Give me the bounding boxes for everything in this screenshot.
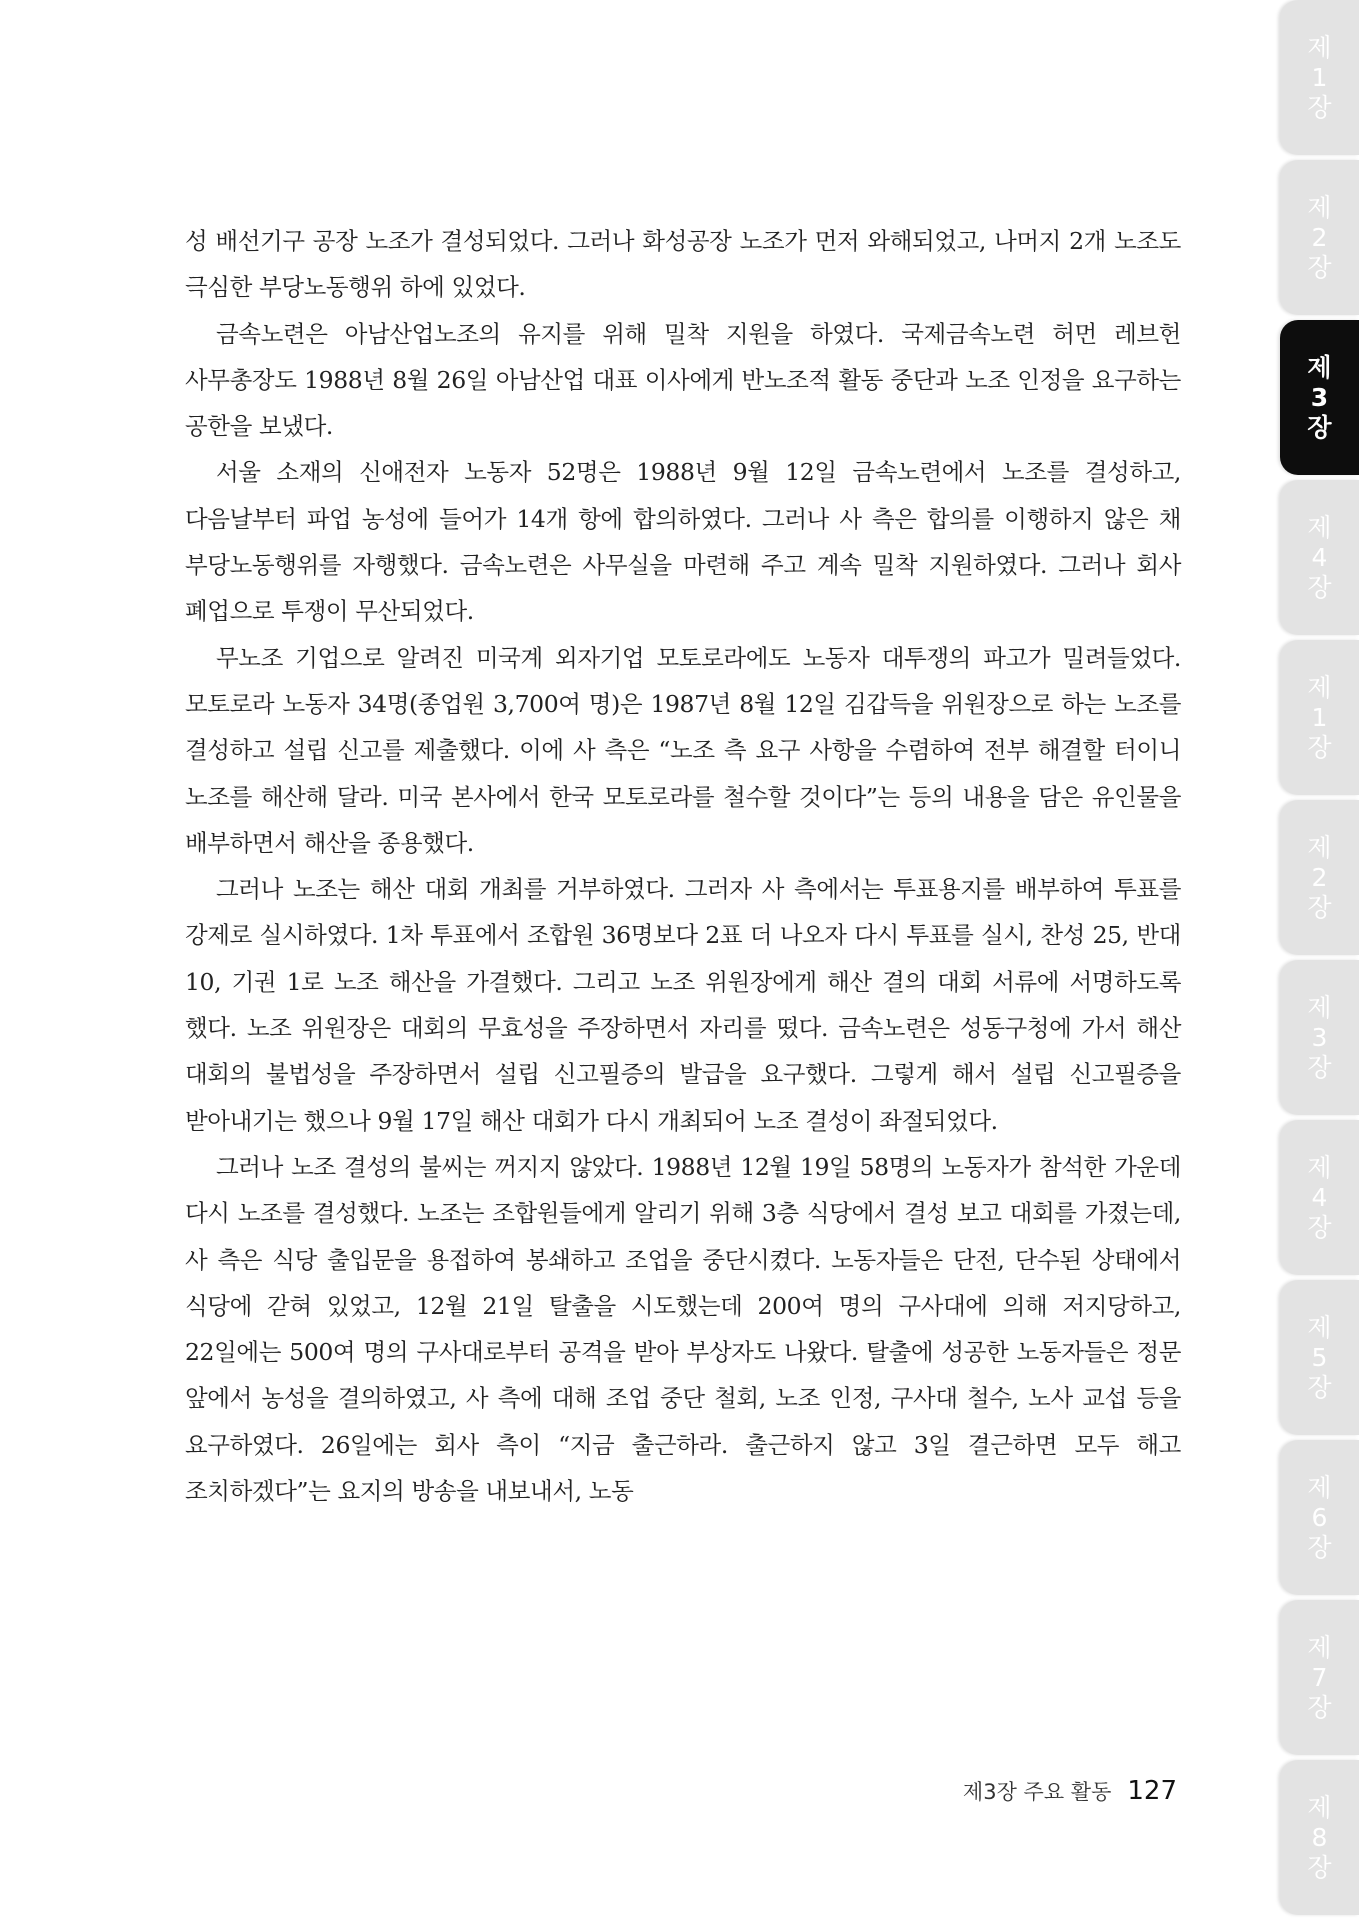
chapter-tab-prefix: 제 bbox=[1307, 672, 1332, 702]
chapter-tab-number: 5 bbox=[1311, 1342, 1328, 1372]
chapter-tab-number: 2 bbox=[1311, 222, 1328, 252]
chapter-tab-prefix: 제 bbox=[1307, 32, 1332, 62]
chapter-tab[interactable] bbox=[1280, 1600, 1359, 1755]
running-footer-chapter: 제3장 주요 활동 bbox=[962, 1780, 1112, 1804]
chapter-tab-suffix: 장 bbox=[1307, 412, 1332, 442]
chapter-tab-suffix: 장 bbox=[1307, 1212, 1332, 1242]
chapter-tab-number: 4 bbox=[1311, 1182, 1328, 1212]
chapter-tab-number: 1 bbox=[1311, 702, 1328, 732]
chapter-tab[interactable] bbox=[1280, 960, 1359, 1115]
chapter-tab[interactable] bbox=[1280, 480, 1359, 635]
chapter-tab-number: 3 bbox=[1310, 382, 1329, 412]
body-paragraph: 그러나 노조 결성의 불씨는 꺼지지 않았다. 1988년 12월 19일 58명의 노동자가 참석한 가운데 다시 노조를 결성했다. 노조는 조합원들에게 알리기 위해 3층 식당에서 결성 보고 대회를 가졌는데, 사 측은 식당 출입문을 용접하여 봉쇄하고 조업을 중단시켰다. 노동자들은 단전, 단수된 상태에서 식당에 갇혀 있었고, 12월 21일 탈출을 시도했는데 200여 명의 구사대에 의해 저지당하고, 22일에는 500여 명의 구사대로부터 공격을 받아 부상자도 나왔다. 탈출에 성공한 노동자들은 정문 앞에서 농성을 결의하였고, 사 측에 대해 조업 중단 철회, 노조 인정, 구사대 철수, 노사 교섭 등을 요구하였다. 26일에는 회사 측이 “지금 출근하라. 출근하지 않고 3일 결근하면 모두 해고 조치하겠다”는 요지의 방송을 내보내서, 노동 bbox=[185, 1152, 1181, 1506]
chapter-tab-number: 4 bbox=[1311, 542, 1328, 572]
chapter-tab-prefix: 제 bbox=[1307, 512, 1332, 542]
chapter-tab[interactable] bbox=[1280, 1280, 1359, 1435]
chapter-tab-number: 2 bbox=[1311, 862, 1328, 892]
chapter-tab-number: 3 bbox=[1311, 1022, 1328, 1052]
body-paragraph: 성 배선기구 공장 노조가 결성되었다. 그러나 화성공장 노조가 먼저 와해되었고, 나머지 2개 노조도 극심한 부당노동행위 하에 있었다. bbox=[185, 227, 1181, 302]
chapter-tab-suffix: 장 bbox=[1307, 252, 1332, 282]
chapter-tab-number: 6 bbox=[1311, 1502, 1328, 1532]
chapter-tab-suffix: 장 bbox=[1307, 92, 1332, 122]
chapter-tab-prefix: 제 bbox=[1307, 1472, 1332, 1502]
chapter-tab-suffix: 장 bbox=[1307, 892, 1332, 922]
chapter-tab-suffix: 장 bbox=[1307, 1692, 1332, 1722]
chapter-tab-prefix: 제 bbox=[1307, 992, 1332, 1022]
page-body bbox=[185, 218, 1181, 1514]
body-paragraph: 무노조 기업으로 알려진 미국계 외자기업 모토로라에도 노동자 대투쟁의 파고가 밀려들었다. 모토로라 노동자 34명(종업원 3,700여 명)은 1987년 8월 12일 김갑득을 위원장으로 하는 노조를 결성하고 설립 신고를 제출했다. 이에 사 측은 “노조 측 요구 사항을 수렴하여 전부 해결할 터이니 노조를 해산해 달라. 미국 본사에서 한국 모토로라를 철수할 것이다”는 등의 내용을 담은 유인물을 배부하면서 해산을 종용했다. bbox=[185, 643, 1181, 857]
chapter-tab-prefix: 제 bbox=[1307, 192, 1332, 222]
chapter-tab[interactable] bbox=[1280, 160, 1359, 315]
chapter-tab[interactable] bbox=[1280, 1760, 1359, 1915]
page-number: 127 bbox=[1127, 1776, 1177, 1806]
chapter-tab-number: 1 bbox=[1311, 62, 1328, 92]
chapter-tab-prefix: 제 bbox=[1307, 352, 1332, 382]
body-paragraph: 금속노련은 아남산업노조의 유지를 위해 밀착 지원을 하였다. 국제금속노련 허먼 레브헌 사무총장도 1988년 8월 26일 아남산업 대표 이사에게 반노조적 활동 중단과 노조 인정을 요구하는 공한을 보냈다. bbox=[185, 319, 1181, 441]
chapter-tab[interactable] bbox=[1280, 1440, 1359, 1595]
chapter-tab-active[interactable] bbox=[1280, 320, 1359, 475]
chapter-tab-suffix: 장 bbox=[1307, 1372, 1332, 1402]
chapter-tab-suffix: 장 bbox=[1307, 1532, 1332, 1562]
chapter-tab-prefix: 제 bbox=[1307, 1152, 1332, 1182]
chapter-tab[interactable] bbox=[1280, 1120, 1359, 1275]
chapter-tab-suffix: 장 bbox=[1307, 732, 1332, 762]
chapter-tab-number: 7 bbox=[1311, 1662, 1328, 1692]
chapter-tab-suffix: 장 bbox=[1307, 1852, 1332, 1882]
chapter-tab[interactable] bbox=[1280, 640, 1359, 795]
chapter-tab-prefix: 제 bbox=[1307, 1792, 1332, 1822]
chapter-tab-strip bbox=[1280, 0, 1359, 1920]
chapter-tab-suffix: 장 bbox=[1307, 1052, 1332, 1082]
chapter-tab[interactable] bbox=[1280, 0, 1359, 155]
page-footer bbox=[963, 1776, 1177, 1806]
chapter-tab-number: 8 bbox=[1311, 1822, 1328, 1852]
chapter-tab-prefix: 제 bbox=[1307, 1632, 1332, 1662]
chapter-tab-prefix: 제 bbox=[1307, 1312, 1332, 1342]
chapter-tab-suffix: 장 bbox=[1307, 572, 1332, 602]
body-paragraph: 그러나 노조는 해산 대회 개최를 거부하였다. 그러자 사 측에서는 투표용지를 배부하여 투표를 강제로 실시하였다. 1차 투표에서 조합원 36명보다 2표 더 나오자 다시 투표를 실시, 찬성 25, 반대 10, 기권 1로 노조 해산을 가결했다. 그리고 노조 위원장에게 해산 결의 대회 서류에 서명하도록 했다. 노조 위원장은 대회의 무효성을 주장하면서 자리를 떴다. 금속노련은 성동구청에 가서 해산 대회의 불법성을 주장하면서 설립 신고필증의 발급을 요구했다. 그렇게 해서 설립 신고필증을 받아내기는 했으나 9월 17일 해산 대회가 다시 개최되어 노조 결성이 좌절되었다. bbox=[185, 875, 1181, 1135]
chapter-tab[interactable] bbox=[1280, 800, 1359, 955]
body-paragraph: 서울 소재의 신애전자 노동자 52명은 1988년 9월 12일 금속노련에서 노조를 결성하고, 다음날부터 파업 농성에 들어가 14개 항에 합의하였다. 그러나 사 측은 합의를 이행하지 않은 채 부당노동행위를 자행했다. 금속노련은 사무실을 마련해 주고 계속 밀착 지원하였다. 그러나 회사 폐업으로 투쟁이 무산되었다. bbox=[185, 458, 1182, 626]
chapter-tab-prefix: 제 bbox=[1307, 832, 1332, 862]
